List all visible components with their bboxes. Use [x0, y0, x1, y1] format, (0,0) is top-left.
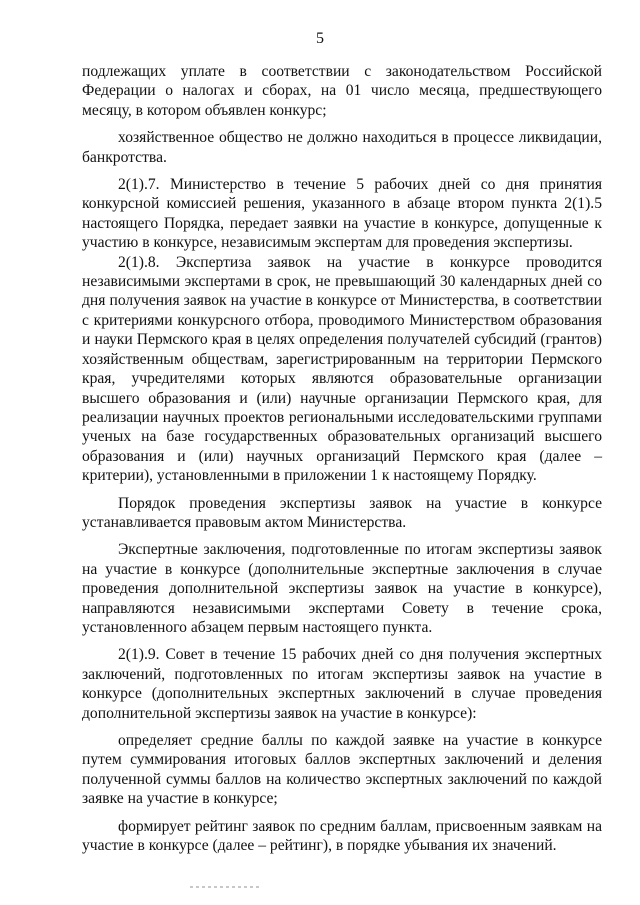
paragraph-clause-2-1-8: 2(1).8. Экспертиза заявок на участие в конкурсе проводится независимыми экспертами в срок, не превышающий 30 календарных дней со дня получения заявок на участие в конкурсе от Министерства, в соответствии с критериями конкурсного отбора, проводимого Министерством образования и науки Пермского края в целях определения получателей субсидий (грантов) хозяйственным обществам, зарегистрированным на территории Пермского края, учредителями которых являются образовательные организации высшего образования и (или) научные организации Пермского края, для реализации научных проектов региональными исследовательскими группами ученых на базе государственных образовательных организаций высшего образования и (или) научных организаций Пермского края (далее – критерии), установленными в приложении 1 к настоящему Порядку. [82, 253, 602, 485]
paragraph-clause-2-1-7: 2(1).7. Министерство в течение 5 рабочих дней со дня принятия конкурсной комиссией решения, указанного в абзаце втором пункта 2(1).5 настоящего Порядка, передает заявки на участие в конкурсе, допущенные к участию в конкурсе, независимым экспертам для проведения экспертизы. [82, 176, 602, 252]
scan-artifact-mark [190, 886, 260, 888]
paragraph: хозяйственное общество не должно находиться в процессе ликвидации, банкротства. [82, 129, 602, 166]
paragraph-gap [82, 120, 602, 128]
document-body [82, 62, 602, 855]
paragraph-continuation: подлежащих уплате в соответствии с законодательством Российской Федерации о налогах и сборах, на 01 число месяца, предшествующего месяцу, в котором объявлен конкурс; [82, 63, 602, 119]
paragraph-gap [82, 486, 602, 494]
paragraph-gap [82, 532, 602, 540]
paragraph: Экспертные заключения, подготовленные по итогам экспертизы заявок на участие в конкурсе (дополнительные экспертные заключения в случае проведения дополнительной экспертизы заявок на участие в конкурсе), направляются независимыми экспертами Совету в течение срока, установленного абзацем первым настоящего пункта. [82, 541, 602, 636]
paragraph-gap [82, 637, 602, 645]
paragraph-gap [82, 723, 602, 731]
paragraph-gap [82, 167, 602, 175]
paragraph: определяет средние баллы по каждой заявке на участие в конкурсе путем суммирования итоговых баллов экспертных заключений и деления полученной суммы баллов на количество экспертных заключений по каждой заявке на участие в конкурсе; [82, 732, 602, 808]
paragraph-gap [82, 809, 602, 817]
page-number: 5 [316, 30, 324, 47]
paragraph: Порядок проведения экспертизы заявок на участие в конкурсе устанавливается правовым актом Министерства. [82, 494, 602, 531]
paragraph-clause-2-1-9: 2(1).9. Совет в течение 15 рабочих дней со дня получения экспертных заключений, подготовленных по итогам экспертизы заявок на участие в конкурсе (дополнительных экспертных заключений в случае проведения дополнительной экспертизы заявок на участие в конкурсе): [82, 646, 602, 722]
paragraph: формирует рейтинг заявок по средним баллам, присвоенным заявкам на участие в конкурсе (далее – рейтинг), в порядке убывания их значений. [82, 817, 602, 855]
